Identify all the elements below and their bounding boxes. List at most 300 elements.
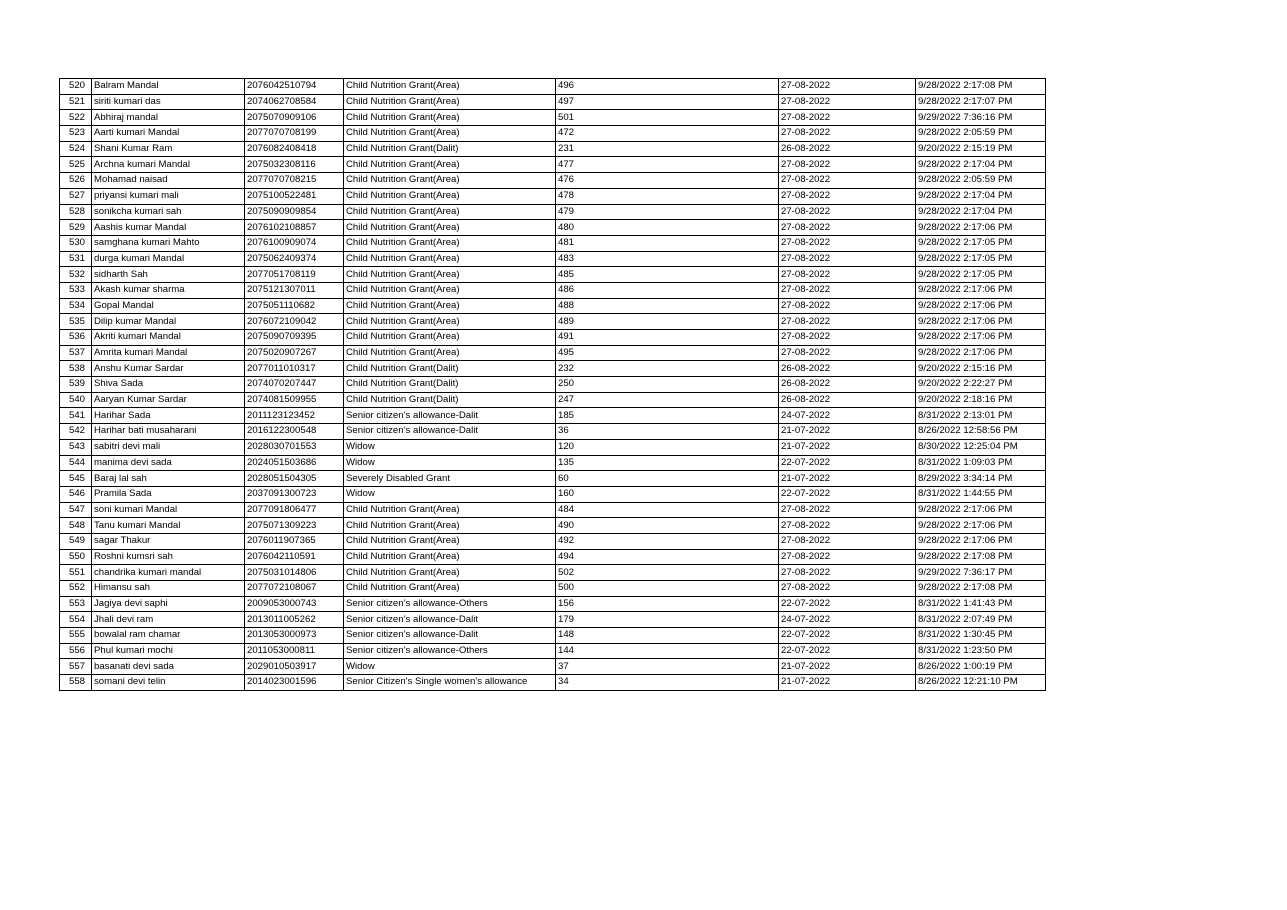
entry-date-cell: 27-08-2022 bbox=[779, 173, 916, 189]
entry-date-cell: 21-07-2022 bbox=[779, 471, 916, 487]
record-number-cell: 500 bbox=[556, 581, 779, 597]
serial-number-cell: 538 bbox=[60, 361, 92, 377]
allowance-type-cell: Child Nutrition Grant(Area) bbox=[344, 157, 556, 173]
beneficiary-name-cell: Roshni kumsri sah bbox=[92, 549, 245, 565]
record-number-cell: 120 bbox=[556, 439, 779, 455]
serial-number-cell: 548 bbox=[60, 518, 92, 534]
serial-number-cell: 556 bbox=[60, 643, 92, 659]
record-number-cell: 477 bbox=[556, 157, 779, 173]
record-number-cell: 478 bbox=[556, 188, 779, 204]
entry-date-cell: 27-08-2022 bbox=[779, 251, 916, 267]
table-row bbox=[60, 110, 1046, 126]
serial-number-cell: 554 bbox=[60, 612, 92, 628]
allowance-type-cell: Child Nutrition Grant(Area) bbox=[344, 220, 556, 236]
id-number-cell: 2075100522481 bbox=[245, 188, 344, 204]
serial-number-cell: 541 bbox=[60, 408, 92, 424]
serial-number-cell: 558 bbox=[60, 675, 92, 691]
timestamp-cell: 9/28/2022 2:17:06 PM bbox=[916, 502, 1046, 518]
id-number-cell: 2075121307011 bbox=[245, 282, 344, 298]
timestamp-cell: 8/30/2022 12:25:04 PM bbox=[916, 439, 1046, 455]
serial-number-cell: 526 bbox=[60, 173, 92, 189]
beneficiary-name-cell: Mohamad naisad bbox=[92, 173, 245, 189]
record-number-cell: 34 bbox=[556, 675, 779, 691]
record-number-cell: 135 bbox=[556, 455, 779, 471]
table-row bbox=[60, 345, 1046, 361]
beneficiary-name-cell: Dilip kumar Mandal bbox=[92, 314, 245, 330]
beneficiary-name-cell: somani devi telin bbox=[92, 675, 245, 691]
serial-number-cell: 540 bbox=[60, 392, 92, 408]
entry-date-cell: 27-08-2022 bbox=[779, 157, 916, 173]
allowance-type-cell: Child Nutrition Grant(Area) bbox=[344, 94, 556, 110]
allowance-type-cell: Child Nutrition Grant(Area) bbox=[344, 251, 556, 267]
serial-number-cell: 535 bbox=[60, 314, 92, 330]
table-row bbox=[60, 141, 1046, 157]
serial-number-cell: 524 bbox=[60, 141, 92, 157]
table-row bbox=[60, 298, 1046, 314]
allowance-type-cell: Senior citizen’s allowance-Dalit bbox=[344, 628, 556, 644]
beneficiary-name-cell: Harihar bati musaharani bbox=[92, 424, 245, 440]
record-number-cell: 495 bbox=[556, 345, 779, 361]
id-number-cell: 2075062409374 bbox=[245, 251, 344, 267]
id-number-cell: 2076042110591 bbox=[245, 549, 344, 565]
serial-number-cell: 525 bbox=[60, 157, 92, 173]
id-number-cell: 2076042510794 bbox=[245, 79, 344, 95]
entry-date-cell: 22-07-2022 bbox=[779, 643, 916, 659]
timestamp-cell: 9/28/2022 2:17:08 PM bbox=[916, 581, 1046, 597]
serial-number-cell: 536 bbox=[60, 330, 92, 346]
serial-number-cell: 551 bbox=[60, 565, 92, 581]
timestamp-cell: 9/28/2022 2:17:06 PM bbox=[916, 282, 1046, 298]
id-number-cell: 2077070708199 bbox=[245, 126, 344, 142]
table-row bbox=[60, 220, 1046, 236]
serial-number-cell: 546 bbox=[60, 486, 92, 502]
table-row bbox=[60, 94, 1046, 110]
beneficiary-name-cell: Balram Mandal bbox=[92, 79, 245, 95]
id-number-cell: 2074070207447 bbox=[245, 377, 344, 393]
table-row bbox=[60, 643, 1046, 659]
id-number-cell: 2075071309223 bbox=[245, 518, 344, 534]
table-row bbox=[60, 486, 1046, 502]
allowance-type-cell: Widow bbox=[344, 439, 556, 455]
allowance-type-cell: Severely Disabled Grant bbox=[344, 471, 556, 487]
record-number-cell: 489 bbox=[556, 314, 779, 330]
beneficiary-name-cell: priyansi kumari mali bbox=[92, 188, 245, 204]
table-row bbox=[60, 518, 1046, 534]
record-number-cell: 476 bbox=[556, 173, 779, 189]
table-row bbox=[60, 392, 1046, 408]
serial-number-cell: 539 bbox=[60, 377, 92, 393]
id-number-cell: 2076100909074 bbox=[245, 235, 344, 251]
beneficiary-name-cell: Aashis kumar Mandal bbox=[92, 220, 245, 236]
id-number-cell: 2075090709395 bbox=[245, 330, 344, 346]
timestamp-cell: 8/31/2022 1:30:45 PM bbox=[916, 628, 1046, 644]
timestamp-cell: 9/28/2022 2:17:05 PM bbox=[916, 267, 1046, 283]
entry-date-cell: 27-08-2022 bbox=[779, 204, 916, 220]
timestamp-cell: 9/20/2022 2:15:19 PM bbox=[916, 141, 1046, 157]
table-row bbox=[60, 235, 1046, 251]
beneficiary-name-cell: samghana kumari Mahto bbox=[92, 235, 245, 251]
entry-date-cell: 24-07-2022 bbox=[779, 408, 916, 424]
id-number-cell: 2077051708119 bbox=[245, 267, 344, 283]
timestamp-cell: 8/31/2022 1:44:55 PM bbox=[916, 486, 1046, 502]
table-row bbox=[60, 659, 1046, 675]
table-row bbox=[60, 377, 1046, 393]
entry-date-cell: 27-08-2022 bbox=[779, 581, 916, 597]
serial-number-cell: 522 bbox=[60, 110, 92, 126]
allowance-type-cell: Child Nutrition Grant(Area) bbox=[344, 345, 556, 361]
beneficiary-name-cell: sidharth Sah bbox=[92, 267, 245, 283]
entry-date-cell: 27-08-2022 bbox=[779, 188, 916, 204]
allowance-type-cell: Child Nutrition Grant(Area) bbox=[344, 581, 556, 597]
serial-number-cell: 523 bbox=[60, 126, 92, 142]
record-number-cell: 486 bbox=[556, 282, 779, 298]
record-number-cell: 479 bbox=[556, 204, 779, 220]
entry-date-cell: 27-08-2022 bbox=[779, 110, 916, 126]
timestamp-cell: 8/26/2022 12:58:56 PM bbox=[916, 424, 1046, 440]
record-number-cell: 232 bbox=[556, 361, 779, 377]
allowance-type-cell: Child Nutrition Grant(Dalit) bbox=[344, 377, 556, 393]
table-row bbox=[60, 330, 1046, 346]
id-number-cell: 2029010503917 bbox=[245, 659, 344, 675]
allowance-type-cell: Child Nutrition Grant(Area) bbox=[344, 502, 556, 518]
table-row bbox=[60, 471, 1046, 487]
serial-number-cell: 555 bbox=[60, 628, 92, 644]
entry-date-cell: 21-07-2022 bbox=[779, 675, 916, 691]
entry-date-cell: 22-07-2022 bbox=[779, 486, 916, 502]
table-row bbox=[60, 251, 1046, 267]
beneficiary-name-cell: Phul kumari mochi bbox=[92, 643, 245, 659]
serial-number-cell: 527 bbox=[60, 188, 92, 204]
serial-number-cell: 552 bbox=[60, 581, 92, 597]
beneficiary-name-cell: Tanu kumari Mandal bbox=[92, 518, 245, 534]
record-number-cell: 160 bbox=[556, 486, 779, 502]
serial-number-cell: 544 bbox=[60, 455, 92, 471]
entry-date-cell: 27-08-2022 bbox=[779, 126, 916, 142]
timestamp-cell: 8/29/2022 3:34:14 PM bbox=[916, 471, 1046, 487]
entry-date-cell: 21-07-2022 bbox=[779, 659, 916, 675]
record-number-cell: 497 bbox=[556, 94, 779, 110]
table-row bbox=[60, 188, 1046, 204]
table-row bbox=[60, 424, 1046, 440]
entry-date-cell: 27-08-2022 bbox=[779, 282, 916, 298]
record-number-cell: 496 bbox=[556, 79, 779, 95]
beneficiary-name-cell: Harihar Sada bbox=[92, 408, 245, 424]
id-number-cell: 2077091806477 bbox=[245, 502, 344, 518]
id-number-cell: 2028030701553 bbox=[245, 439, 344, 455]
timestamp-cell: 8/26/2022 1:00:19 PM bbox=[916, 659, 1046, 675]
timestamp-cell: 8/31/2022 2:07:49 PM bbox=[916, 612, 1046, 628]
timestamp-cell: 9/28/2022 2:17:07 PM bbox=[916, 94, 1046, 110]
table-row bbox=[60, 565, 1046, 581]
serial-number-cell: 545 bbox=[60, 471, 92, 487]
allowance-type-cell: Child Nutrition Grant(Area) bbox=[344, 267, 556, 283]
record-number-cell: 231 bbox=[556, 141, 779, 157]
timestamp-cell: 8/31/2022 1:41:43 PM bbox=[916, 596, 1046, 612]
entry-date-cell: 27-08-2022 bbox=[779, 533, 916, 549]
allowance-type-cell: Child Nutrition Grant(Area) bbox=[344, 204, 556, 220]
allowance-type-cell: Senior citizen’s allowance-Dalit bbox=[344, 424, 556, 440]
record-number-cell: 247 bbox=[556, 392, 779, 408]
id-number-cell: 2074081509955 bbox=[245, 392, 344, 408]
serial-number-cell: 557 bbox=[60, 659, 92, 675]
timestamp-cell: 9/28/2022 2:17:06 PM bbox=[916, 220, 1046, 236]
beneficiary-name-cell: soni kumari Mandal bbox=[92, 502, 245, 518]
entry-date-cell: 27-08-2022 bbox=[779, 267, 916, 283]
entry-date-cell: 26-08-2022 bbox=[779, 377, 916, 393]
record-number-cell: 490 bbox=[556, 518, 779, 534]
beneficiary-name-cell: Shani Kumar Ram bbox=[92, 141, 245, 157]
allowance-type-cell: Child Nutrition Grant(Area) bbox=[344, 173, 556, 189]
serial-number-cell: 549 bbox=[60, 533, 92, 549]
record-number-cell: 144 bbox=[556, 643, 779, 659]
beneficiary-name-cell: Baraj lal sah bbox=[92, 471, 245, 487]
table-row bbox=[60, 157, 1046, 173]
beneficiary-name-cell: durga kumari Mandal bbox=[92, 251, 245, 267]
timestamp-cell: 9/28/2022 2:17:08 PM bbox=[916, 549, 1046, 565]
id-number-cell: 2076102108857 bbox=[245, 220, 344, 236]
beneficiary-name-cell: manima devi sada bbox=[92, 455, 245, 471]
table-row bbox=[60, 79, 1046, 95]
id-number-cell: 2077072108067 bbox=[245, 581, 344, 597]
entry-date-cell: 27-08-2022 bbox=[779, 565, 916, 581]
id-number-cell: 2075070909106 bbox=[245, 110, 344, 126]
beneficiary-name-cell: Pramila Sada bbox=[92, 486, 245, 502]
entry-date-cell: 22-07-2022 bbox=[779, 455, 916, 471]
table-row bbox=[60, 549, 1046, 565]
table-row bbox=[60, 126, 1046, 142]
id-number-cell: 2075051110682 bbox=[245, 298, 344, 314]
id-number-cell: 2074062708584 bbox=[245, 94, 344, 110]
beneficiary-name-cell: Archna kumari Mandal bbox=[92, 157, 245, 173]
entry-date-cell: 27-08-2022 bbox=[779, 79, 916, 95]
allowance-type-cell: Child Nutrition Grant(Area) bbox=[344, 533, 556, 549]
entry-date-cell: 22-07-2022 bbox=[779, 628, 916, 644]
beneficiary-name-cell: siriti kumari das bbox=[92, 94, 245, 110]
serial-number-cell: 529 bbox=[60, 220, 92, 236]
record-number-cell: 179 bbox=[556, 612, 779, 628]
entry-date-cell: 26-08-2022 bbox=[779, 141, 916, 157]
table-row bbox=[60, 173, 1046, 189]
id-number-cell: 2037091300723 bbox=[245, 486, 344, 502]
timestamp-cell: 9/28/2022 2:17:06 PM bbox=[916, 533, 1046, 549]
table-row bbox=[60, 596, 1046, 612]
records-table-body bbox=[60, 79, 1046, 691]
beneficiary-name-cell: Amrita kumari Mandal bbox=[92, 345, 245, 361]
timestamp-cell: 9/28/2022 2:17:05 PM bbox=[916, 235, 1046, 251]
serial-number-cell: 534 bbox=[60, 298, 92, 314]
table-row bbox=[60, 361, 1046, 377]
record-number-cell: 485 bbox=[556, 267, 779, 283]
allowance-type-cell: Child Nutrition Grant(Area) bbox=[344, 518, 556, 534]
allowance-type-cell: Child Nutrition Grant(Dalit) bbox=[344, 392, 556, 408]
beneficiary-name-cell: Gopal Mandal bbox=[92, 298, 245, 314]
record-number-cell: 148 bbox=[556, 628, 779, 644]
timestamp-cell: 9/28/2022 2:17:08 PM bbox=[916, 79, 1046, 95]
beneficiary-name-cell: Abhiraj mandal bbox=[92, 110, 245, 126]
table-row bbox=[60, 204, 1046, 220]
serial-number-cell: 528 bbox=[60, 204, 92, 220]
beneficiary-name-cell: basanati devi sada bbox=[92, 659, 245, 675]
timestamp-cell: 9/29/2022 7:36:17 PM bbox=[916, 565, 1046, 581]
id-number-cell: 2011123123452 bbox=[245, 408, 344, 424]
beneficiary-name-cell: bowalal ram chamar bbox=[92, 628, 245, 644]
timestamp-cell: 9/28/2022 2:17:06 PM bbox=[916, 330, 1046, 346]
record-number-cell: 494 bbox=[556, 549, 779, 565]
timestamp-cell: 8/31/2022 1:23:50 PM bbox=[916, 643, 1046, 659]
entry-date-cell: 27-08-2022 bbox=[779, 549, 916, 565]
allowance-type-cell: Child Nutrition Grant(Dalit) bbox=[344, 141, 556, 157]
table-row bbox=[60, 282, 1046, 298]
timestamp-cell: 9/20/2022 2:22:27 PM bbox=[916, 377, 1046, 393]
allowance-type-cell: Widow bbox=[344, 486, 556, 502]
id-number-cell: 2011053000811 bbox=[245, 643, 344, 659]
allowance-type-cell: Child Nutrition Grant(Area) bbox=[344, 565, 556, 581]
entry-date-cell: 26-08-2022 bbox=[779, 392, 916, 408]
serial-number-cell: 537 bbox=[60, 345, 92, 361]
beneficiary-name-cell: sagar Thakur bbox=[92, 533, 245, 549]
timestamp-cell: 9/28/2022 2:05:59 PM bbox=[916, 173, 1046, 189]
allowance-type-cell: Child Nutrition Grant(Area) bbox=[344, 330, 556, 346]
allowance-type-cell: Child Nutrition Grant(Dalit) bbox=[344, 361, 556, 377]
timestamp-cell: 8/31/2022 1:09:03 PM bbox=[916, 455, 1046, 471]
timestamp-cell: 9/29/2022 7:36:16 PM bbox=[916, 110, 1046, 126]
record-number-cell: 472 bbox=[556, 126, 779, 142]
serial-number-cell: 532 bbox=[60, 267, 92, 283]
record-number-cell: 488 bbox=[556, 298, 779, 314]
timestamp-cell: 9/20/2022 2:18:16 PM bbox=[916, 392, 1046, 408]
record-number-cell: 156 bbox=[556, 596, 779, 612]
record-number-cell: 481 bbox=[556, 235, 779, 251]
id-number-cell: 2013053000973 bbox=[245, 628, 344, 644]
id-number-cell: 2075090909854 bbox=[245, 204, 344, 220]
id-number-cell: 2077011010317 bbox=[245, 361, 344, 377]
allowance-type-cell: Child Nutrition Grant(Area) bbox=[344, 282, 556, 298]
table-row bbox=[60, 675, 1046, 691]
entry-date-cell: 21-07-2022 bbox=[779, 439, 916, 455]
timestamp-cell: 8/26/2022 12:21:10 PM bbox=[916, 675, 1046, 691]
record-number-cell: 36 bbox=[556, 424, 779, 440]
serial-number-cell: 553 bbox=[60, 596, 92, 612]
serial-number-cell: 547 bbox=[60, 502, 92, 518]
beneficiary-name-cell: Aarti kumari Mandal bbox=[92, 126, 245, 142]
table-row bbox=[60, 533, 1046, 549]
table-row bbox=[60, 502, 1046, 518]
timestamp-cell: 9/28/2022 2:17:06 PM bbox=[916, 314, 1046, 330]
record-number-cell: 250 bbox=[556, 377, 779, 393]
beneficiary-name-cell: Shiva Sada bbox=[92, 377, 245, 393]
serial-number-cell: 550 bbox=[60, 549, 92, 565]
entry-date-cell: 27-08-2022 bbox=[779, 94, 916, 110]
id-number-cell: 2013011005262 bbox=[245, 612, 344, 628]
table-row bbox=[60, 267, 1046, 283]
serial-number-cell: 543 bbox=[60, 439, 92, 455]
beneficiary-name-cell: Akash kumar sharma bbox=[92, 282, 245, 298]
id-number-cell: 2076072109042 bbox=[245, 314, 344, 330]
timestamp-cell: 9/28/2022 2:17:05 PM bbox=[916, 251, 1046, 267]
record-number-cell: 60 bbox=[556, 471, 779, 487]
entry-date-cell: 24-07-2022 bbox=[779, 612, 916, 628]
id-number-cell: 2076082408418 bbox=[245, 141, 344, 157]
entry-date-cell: 27-08-2022 bbox=[779, 298, 916, 314]
table-row bbox=[60, 612, 1046, 628]
record-number-cell: 484 bbox=[556, 502, 779, 518]
beneficiary-name-cell: sabitri devi mali bbox=[92, 439, 245, 455]
entry-date-cell: 22-07-2022 bbox=[779, 596, 916, 612]
id-number-cell: 2075020907267 bbox=[245, 345, 344, 361]
record-number-cell: 491 bbox=[556, 330, 779, 346]
entry-date-cell: 21-07-2022 bbox=[779, 424, 916, 440]
allowance-type-cell: Child Nutrition Grant(Area) bbox=[344, 549, 556, 565]
serial-number-cell: 542 bbox=[60, 424, 92, 440]
allowance-type-cell: Child Nutrition Grant(Area) bbox=[344, 235, 556, 251]
entry-date-cell: 26-08-2022 bbox=[779, 361, 916, 377]
table-row bbox=[60, 314, 1046, 330]
allowance-type-cell: Senior Citizen's Single women’s allowance bbox=[344, 675, 556, 691]
allowance-type-cell: Child Nutrition Grant(Area) bbox=[344, 126, 556, 142]
beneficiary-name-cell: Himansu sah bbox=[92, 581, 245, 597]
allowance-type-cell: Child Nutrition Grant(Area) bbox=[344, 79, 556, 95]
timestamp-cell: 8/31/2022 2:13:01 PM bbox=[916, 408, 1046, 424]
table-row bbox=[60, 439, 1046, 455]
id-number-cell: 2014023001596 bbox=[245, 675, 344, 691]
timestamp-cell: 9/28/2022 2:05:59 PM bbox=[916, 126, 1046, 142]
beneficiary-name-cell: Anshu Kumar Sardar bbox=[92, 361, 245, 377]
entry-date-cell: 27-08-2022 bbox=[779, 235, 916, 251]
table-row bbox=[60, 581, 1046, 597]
allowance-type-cell: Senior citizen’s allowance-Others bbox=[344, 596, 556, 612]
allowance-type-cell: Child Nutrition Grant(Area) bbox=[344, 110, 556, 126]
allowance-type-cell: Senior citizen’s allowance-Dalit bbox=[344, 408, 556, 424]
serial-number-cell: 530 bbox=[60, 235, 92, 251]
entry-date-cell: 27-08-2022 bbox=[779, 345, 916, 361]
record-number-cell: 185 bbox=[556, 408, 779, 424]
timestamp-cell: 9/20/2022 2:15:16 PM bbox=[916, 361, 1046, 377]
id-number-cell: 2076011907365 bbox=[245, 533, 344, 549]
record-number-cell: 502 bbox=[556, 565, 779, 581]
beneficiary-name-cell: Akriti kumari Mandal bbox=[92, 330, 245, 346]
serial-number-cell: 533 bbox=[60, 282, 92, 298]
records-table bbox=[59, 78, 1046, 691]
id-number-cell: 2016122300548 bbox=[245, 424, 344, 440]
beneficiary-name-cell: chandrika kumari mandal bbox=[92, 565, 245, 581]
table-row bbox=[60, 408, 1046, 424]
timestamp-cell: 9/28/2022 2:17:04 PM bbox=[916, 188, 1046, 204]
id-number-cell: 2028051504305 bbox=[245, 471, 344, 487]
entry-date-cell: 27-08-2022 bbox=[779, 220, 916, 236]
entry-date-cell: 27-08-2022 bbox=[779, 518, 916, 534]
id-number-cell: 2024051503686 bbox=[245, 455, 344, 471]
allowance-type-cell: Senior citizen’s allowance-Dalit bbox=[344, 612, 556, 628]
allowance-type-cell: Child Nutrition Grant(Area) bbox=[344, 188, 556, 204]
allowance-type-cell: Child Nutrition Grant(Area) bbox=[344, 298, 556, 314]
id-number-cell: 2077070708215 bbox=[245, 173, 344, 189]
id-number-cell: 2009053000743 bbox=[245, 596, 344, 612]
record-number-cell: 492 bbox=[556, 533, 779, 549]
serial-number-cell: 531 bbox=[60, 251, 92, 267]
allowance-type-cell: Widow bbox=[344, 455, 556, 471]
beneficiary-name-cell: Jhali devi ram bbox=[92, 612, 245, 628]
record-number-cell: 501 bbox=[556, 110, 779, 126]
beneficiary-name-cell: Aaryan Kumar Sardar bbox=[92, 392, 245, 408]
allowance-type-cell: Child Nutrition Grant(Area) bbox=[344, 314, 556, 330]
timestamp-cell: 9/28/2022 2:17:06 PM bbox=[916, 345, 1046, 361]
id-number-cell: 2075031014806 bbox=[245, 565, 344, 581]
timestamp-cell: 9/28/2022 2:17:06 PM bbox=[916, 518, 1046, 534]
serial-number-cell: 521 bbox=[60, 94, 92, 110]
record-number-cell: 37 bbox=[556, 659, 779, 675]
beneficiary-name-cell: sonikcha kumari sah bbox=[92, 204, 245, 220]
record-number-cell: 480 bbox=[556, 220, 779, 236]
